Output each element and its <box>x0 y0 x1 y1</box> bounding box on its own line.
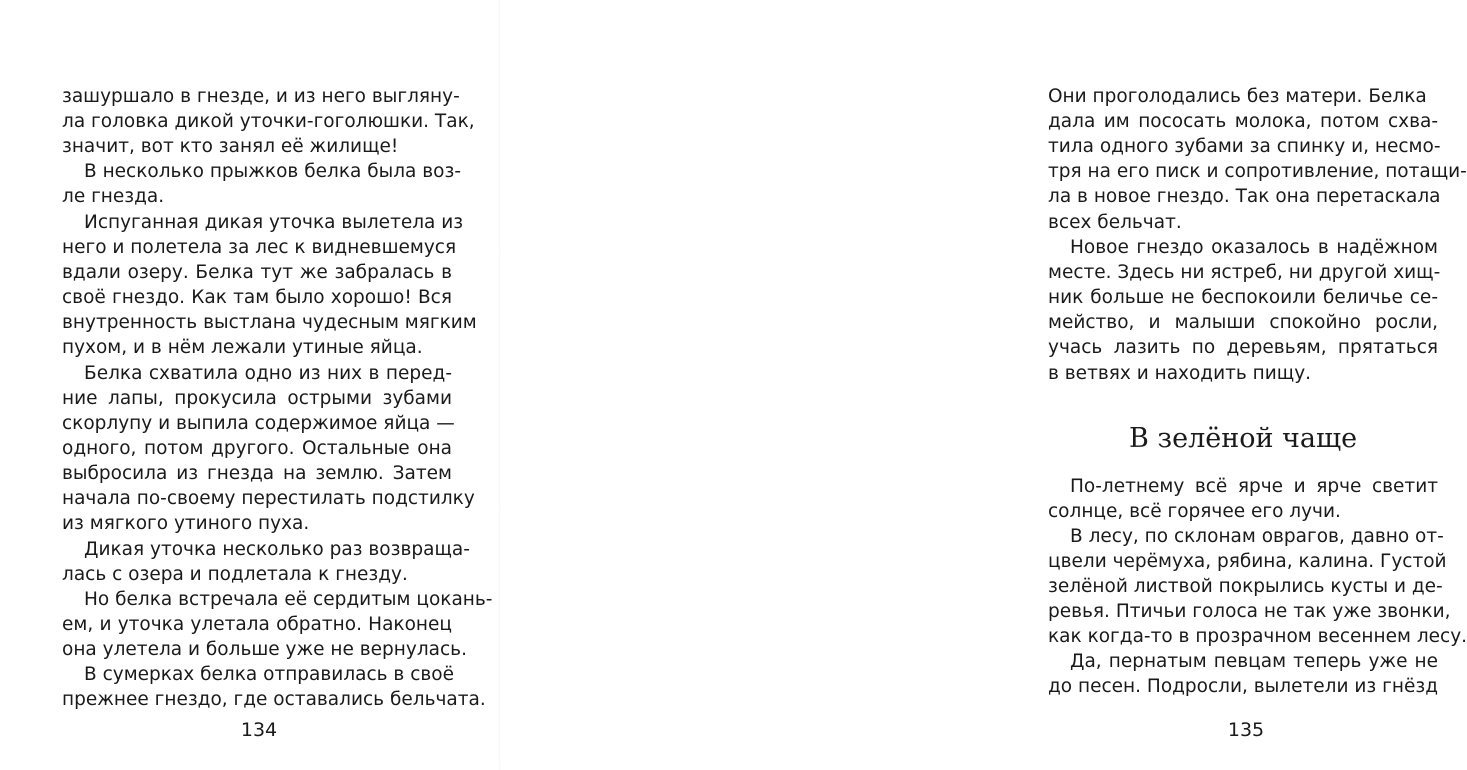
page-number: 134 <box>240 719 278 741</box>
text-line: зашуршало в гнезде, и из него выгляну- <box>62 86 460 107</box>
text-line: солнце, всё горячее его лучи. <box>1048 501 1341 522</box>
text-line: она улетела и больше уже не вернулась. <box>62 639 467 660</box>
text-line: Но белка встречала её сердитым цокань- <box>84 589 493 610</box>
text-line: Испуганная дикая уточка вылетела из <box>84 212 464 233</box>
text-line: Да, пернатым певцам теперь уже не <box>1070 651 1438 672</box>
text-line: из мягкого утиного пуха. <box>62 513 310 534</box>
text-line: прежнее гнездо, где оставались бельчата. <box>62 689 486 710</box>
text-line: Белка схватила одно из них в перед- <box>84 363 452 384</box>
text-line: Они проголодались без матери. Белка <box>1048 86 1427 107</box>
left-page <box>0 0 500 770</box>
page-number: 135 <box>1227 719 1265 741</box>
text-line: По-летнему всё ярче и ярче светит <box>1070 476 1438 497</box>
text-line: месте. Здесь ни ястреб, ни другой хищ- <box>1048 262 1441 283</box>
text-line: В несколько прыжков белка была воз- <box>84 161 462 182</box>
text-line: в ветвях и находить пищу. <box>1048 363 1312 384</box>
text-line: выбросила из гнезда на землю. Затем <box>62 463 452 484</box>
text-line: до песен. Подросли, вылетели из гнёзд <box>1048 676 1438 697</box>
text-line: ла головка дикой уточки-гоголюшки. Так, <box>62 111 475 132</box>
text-line: Дикая уточка несколько раз возвраща- <box>84 539 470 560</box>
text-line: всех бельчат. <box>1048 212 1182 233</box>
text-line: лась с озера и подлетала к гнезду. <box>62 564 408 585</box>
text-line: него и полетела за лес к видневшемуся <box>62 237 457 258</box>
text-line: вдали озеру. Белка тут же забралась в <box>62 262 452 283</box>
text-line: начала по-своему перестилать подстилку <box>62 488 475 509</box>
text-line: своё гнездо. Как там было хорошо! Вся <box>62 287 452 308</box>
text-line: ник больше не беспокоили беличье се- <box>1048 287 1438 308</box>
right-page <box>500 0 1467 770</box>
text-line: ла в новое гнездо. Так она перетаскала <box>1048 186 1441 207</box>
text-line: ревья. Птичьи голоса не так уже звонки, <box>1048 601 1451 622</box>
text-line: тря на его писк и сопротивление, потащи- <box>1048 161 1467 182</box>
text-line: значит, вот кто занял её жилище! <box>62 136 399 157</box>
text-line: тила одного зубами за спинку и, несмо- <box>1048 136 1441 157</box>
text-line: как когда-то в прозрачном весеннем лесу. <box>1048 626 1467 647</box>
text-line: В сумерках белка отправилась в своё <box>84 664 454 685</box>
chapter-title: В зелёной чаще <box>1128 423 1358 454</box>
text-line: В лесу, по склонам оврагов, давно от- <box>1070 526 1444 547</box>
text-line: зелёной листвой покрылись кусты и де- <box>1048 576 1443 597</box>
text-line: ние лапы, прокусила острыми зубами <box>62 388 452 409</box>
text-line: Новое гнездо оказалось в надёжном <box>1070 237 1438 258</box>
text-line: скорлупу и выпила содержимое яйца — <box>62 413 455 434</box>
text-line: дала им пососать молока, потом схва- <box>1048 111 1438 132</box>
text-line: пухом, и в нём лежали утиные яйца. <box>62 337 423 358</box>
text-line: мейство, и малыши спокойно росли, <box>1048 312 1438 333</box>
text-line: ем, и уточка улетала обратно. Наконец <box>62 614 452 635</box>
text-line: учась лазить по деревьям, прятаться <box>1048 337 1438 358</box>
text-line: одного, потом другого. Остальные она <box>62 438 452 459</box>
text-line: ле гнезда. <box>62 186 165 207</box>
text-line: внутренность выстлана чудесным мягким <box>62 312 477 333</box>
text-line: цвели черёмуха, рябина, калина. Густой <box>1048 551 1447 572</box>
